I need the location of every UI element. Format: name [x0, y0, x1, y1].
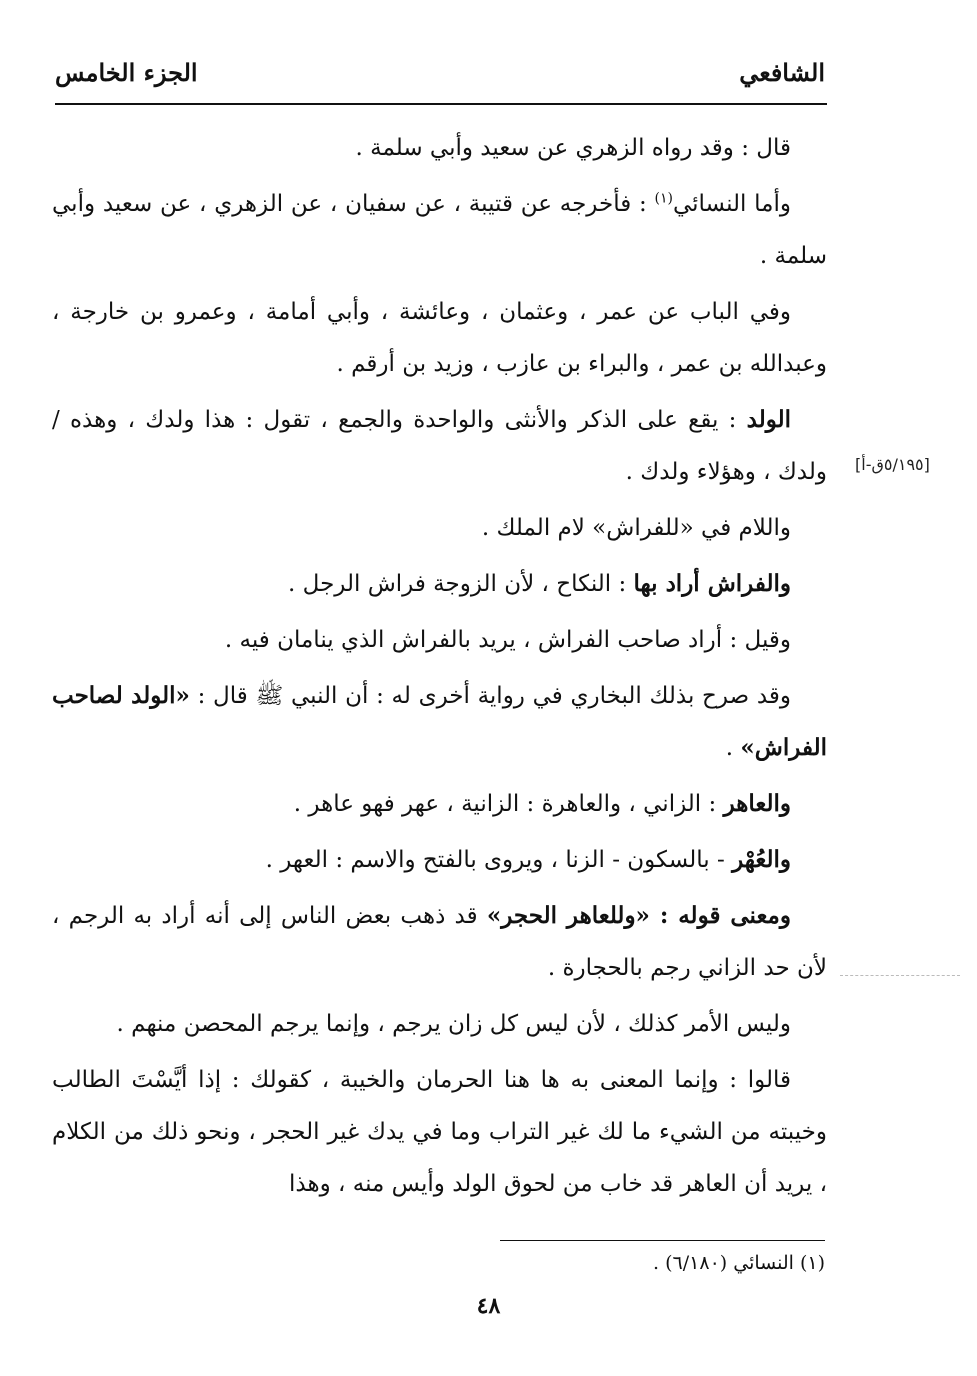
text-run: قالوا : وإنما المعنى به ها هنا الحرمان والخيبة ، كقولك : إذا أيَّسْتَ الطالب وخيبته من الشيء ما لك غير التراب وما في يدك غير الحجر ، ونحو ذلك من الكلام ، يريد أن العاهر قد خاب من لحوق الولد وأيس منه ، وهذا — [52, 1067, 827, 1197]
paragraph — [52, 834, 827, 886]
margin-manuscript-reference: [٥/١٩٥ق-أ] — [855, 455, 930, 474]
bold-term: والعُهْر — [732, 846, 791, 873]
paragraph — [52, 122, 827, 174]
bold-term: ومعنى قوله : «وللعاهر الحجر» — [486, 902, 791, 929]
text-run: قال : وقد رواه الزهري عن سعيد وأبي سلمة . — [355, 135, 791, 161]
text-run: : النكاح ، لأن الزوجة فراش الرجل . — [288, 571, 634, 597]
text-run: - بالسكون - الزنا ، ويروى بالفتح والاسم : العهر . — [265, 847, 733, 873]
running-header — [55, 58, 825, 98]
paragraph — [52, 1054, 827, 1210]
paragraph — [52, 670, 827, 774]
header-book-title: الشافعي — [739, 58, 825, 87]
paragraph — [52, 614, 827, 666]
bold-term: والفراش أراد بها — [633, 570, 791, 597]
text-run: . — [725, 735, 741, 761]
paragraph — [52, 502, 827, 554]
paragraph — [52, 778, 827, 830]
footnote-marker: (١) — [654, 190, 673, 207]
main-text — [52, 122, 827, 1214]
text-run: وقيل : أراد صاحب الفراش ، يريد بالفراش الذي ينامان فيه . — [224, 627, 791, 653]
bold-term: الولد — [746, 406, 791, 433]
paragraph — [52, 178, 827, 282]
paragraph — [52, 394, 827, 498]
paragraph — [52, 890, 827, 994]
scan-artifact-line — [840, 975, 960, 976]
text-run: وأما النسائي — [672, 191, 792, 217]
header-volume-title: الجزء الخامس — [55, 58, 198, 87]
page-number: ٤٨ — [476, 1293, 501, 1319]
text-run: وقد صرح بذلك البخاري في رواية أخرى له : أن النبي ﷺ قال : — [189, 683, 791, 709]
paragraph — [52, 286, 827, 390]
text-run: : يقع على الذكر والأنثى والواحدة والجمع ، تقول : هذا ولدك ، وهذه / ولدك ، وهؤلاء ولدك . — [52, 407, 827, 485]
text-run: وليس الأمر كذلك ، لأن ليس كل زان يرجم ، وإنما يرجم المحصن منهم . — [116, 1011, 791, 1037]
text-run: وفي الباب عن عمر ، وعثمان ، وعائشة ، وأبي أمامة ، وعمرو بن خارجة ، وعبدالله بن عمر ، والبراء بن عازب ، وزيد بن أرقم . — [52, 299, 827, 377]
footnote-divider — [500, 1240, 825, 1241]
bold-term: والعاهر — [723, 790, 791, 817]
text-run: واللام في «للفراش» لام الملك . — [481, 515, 791, 541]
footnote: (١) النسائي (٦/١٨٠) . — [653, 1252, 825, 1274]
bold-term: «الولد لصاحب الفراش» — [52, 682, 827, 761]
header-divider — [55, 103, 827, 105]
text-run: قد ذهب بعض الناس إلى أنه أراد به الرجم ، لأن حد الزاني رجم بالحجارة . — [52, 903, 827, 981]
paragraph — [52, 998, 827, 1050]
text-run: : الزاني ، والعاهرة : الزانية ، عهر فهو عاهر . — [293, 791, 724, 817]
text-run: : فأخرجه عن قتيبة ، عن سفيان ، عن الزهري ، عن سعيد وأبي سلمة . — [52, 191, 827, 269]
paragraph — [52, 558, 827, 610]
